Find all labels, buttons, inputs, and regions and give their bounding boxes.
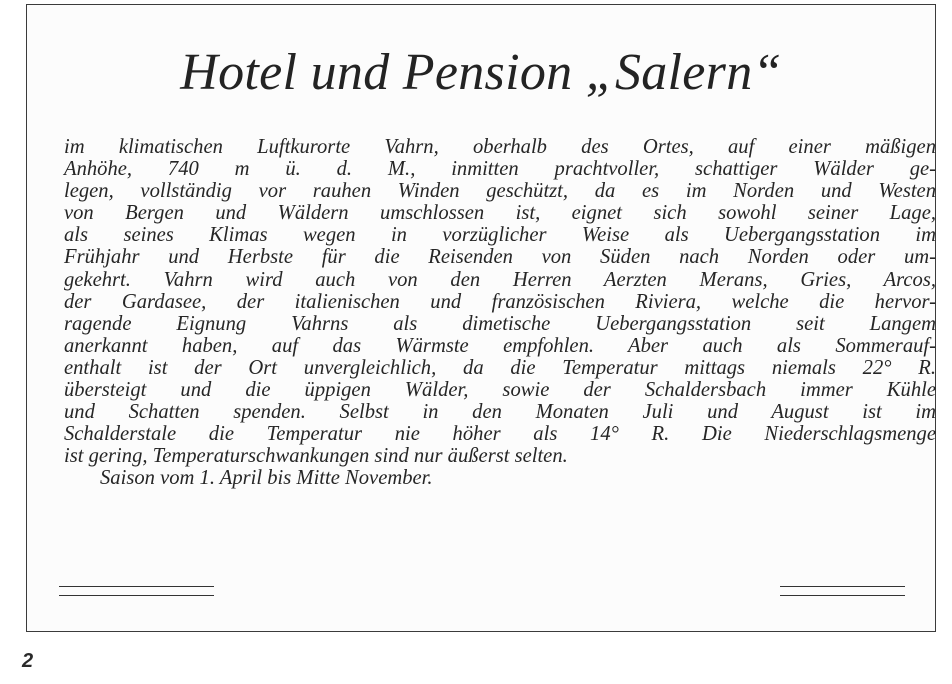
body-line: Schalderstale die Temperatur nie höher als 14° R. Die Niederschlagsmenge xyxy=(64,423,936,446)
body-line: ist gering, Temperaturschwankungen sind nur äußerst selten. xyxy=(64,445,568,468)
decorative-double-rule-left xyxy=(59,586,214,596)
body-line: der Gardasee, der italienischen und französischen Riviera, welche die hervor- xyxy=(64,290,936,313)
body-line: anerkannt haben, auf das Wärmste empfohlen. Aber auch als Sommerauf- xyxy=(64,334,936,357)
page-number: 2 xyxy=(22,650,34,672)
body-line: und Schatten spenden. Selbst in den Monaten Juli und August ist im xyxy=(64,401,936,424)
advertisement-body xyxy=(64,136,936,490)
body-line: Anhöhe, 740 m ü. d. M., inmitten prachtvoller, schattiger Wälder ge- xyxy=(64,158,936,181)
body-line: enthalt ist der Ort unvergleichlich, da die Temperatur mittags niemals 22° R. xyxy=(64,356,936,379)
body-line: ragende Eignung Vahrns als dimetische Uebergangsstation seit Langem xyxy=(64,312,936,335)
body-line: als seines Klimas wegen in vorzüglicher Weise als Uebergangsstation im xyxy=(64,224,936,247)
body-line: Frühjahr und Herbste für die Reisenden von Süden nach Norden oder um- xyxy=(64,246,936,269)
body-line: gekehrt. Vahrn wird auch von den Herren Aerzten Merans, Gries, Arcos, xyxy=(64,268,936,291)
body-line: im klimatischen Luftkurorte Vahrn, oberhalb des Ortes, auf einer mäßigen xyxy=(64,136,936,158)
season-line: Saison vom 1. April bis Mitte November. xyxy=(100,467,433,490)
page-title: Hotel und Pension „Salern“ xyxy=(180,44,782,101)
body-line: von Bergen und Wäldern umschlossen ist, eignet sich sowohl seiner Lage, xyxy=(64,202,936,225)
advertisement-page xyxy=(26,4,936,632)
body-line: übersteigt und die üppigen Wälder, sowie der Schaldersbach immer Kühle xyxy=(64,379,936,402)
body-line: legen, vollständig vor rauhen Winden geschützt, da es im Norden und Westen xyxy=(64,180,936,203)
decorative-double-rule-right xyxy=(780,586,905,596)
